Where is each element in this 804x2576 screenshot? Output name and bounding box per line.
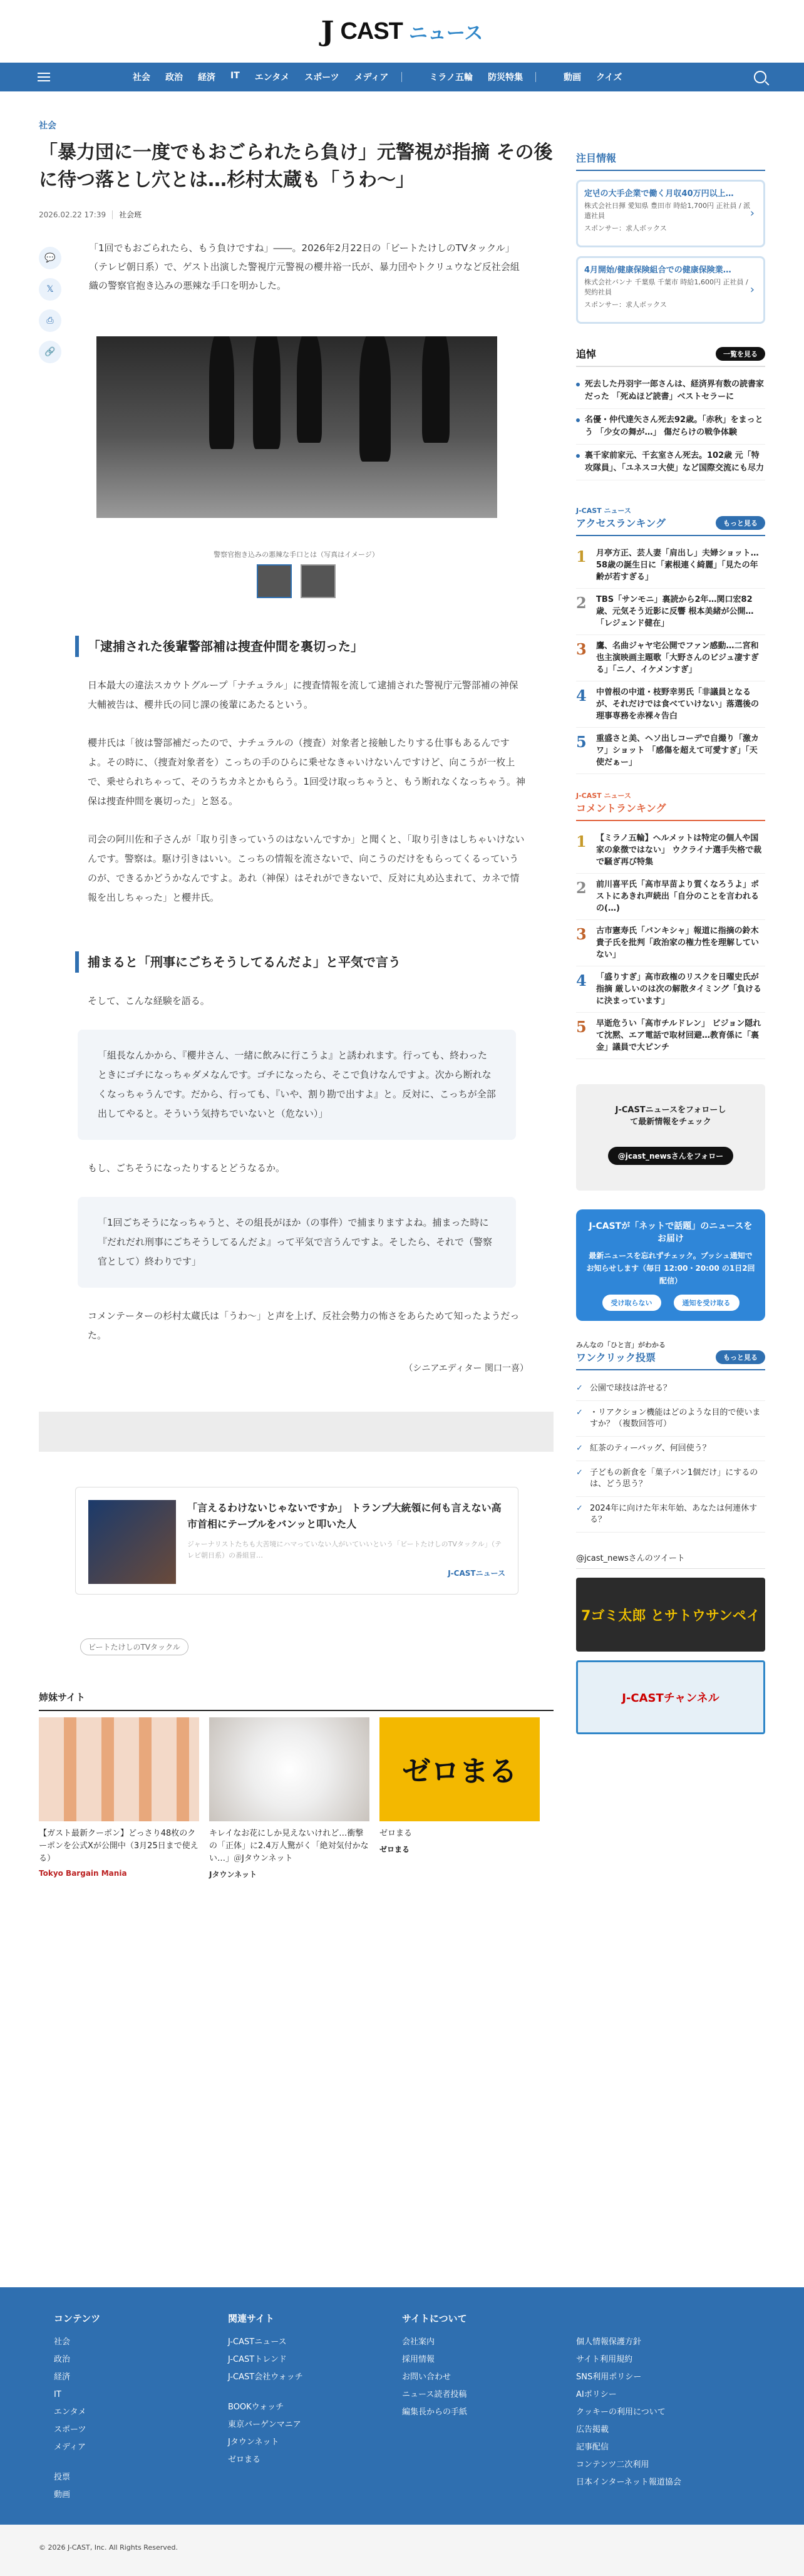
- article-category[interactable]: 社会: [39, 121, 56, 131]
- footer-link[interactable]: スポーツ: [54, 2425, 86, 2434]
- follow-button[interactable]: @jcast_newsさんをフォロー: [608, 1147, 734, 1165]
- paragraph: 日本最大の違法スカウトグループ「ナチュラル」に捜査情報を流して逮捕された警視庁元警部補の神保大輔被告は、櫻井氏の同じ課の後輩にあたるという。: [88, 680, 518, 710]
- youtube-banner[interactable]: J-CASTチャンネル: [576, 1660, 765, 1734]
- comment-ranking-label: コメントランキング: [576, 802, 666, 814]
- push-notify-card: [576, 1209, 765, 1321]
- quote-block: 「1回ごちそうになっちゃうと、その組長がほか（の事件）で捕まりますよね。捕まった時に『だれだれ刑事にごちそうしてるんだよ』って平気で言うんですよ。そしたら、それで（警察官として）終わりです」: [78, 1197, 516, 1288]
- vote-more-button[interactable]: もっと見る: [716, 1350, 765, 1364]
- job-ad-detail: 株式会社バンナ 千葉県 千葉市 時給1,600円 正社員 / 契約社員: [584, 278, 748, 296]
- rank-text: 重盛さと美、ヘソ出しコーデで自撮り「激カワ」ショット 「感傷を超えて可愛すぎ」「天使だぁー」: [596, 734, 760, 767]
- access-ranking-heading: [576, 515, 765, 536]
- footer-link[interactable]: J-CAST会社ウォッチ: [228, 2372, 303, 2382]
- sister-card[interactable]: [209, 1717, 369, 1880]
- footer-link[interactable]: 東京バーゲンマニア: [228, 2420, 301, 2429]
- footer-link[interactable]: 動画: [54, 2490, 71, 2500]
- photo-thumb[interactable]: [301, 564, 336, 598]
- article-date: 2026.02.22 17:39: [39, 210, 106, 219]
- footer-link[interactable]: SNS利用ポリシー: [576, 2372, 642, 2382]
- sister-text: ゼロまる: [379, 1829, 413, 1838]
- nav-item[interactable]: 防災特集: [488, 73, 523, 83]
- footer-link[interactable]: 会社案内: [402, 2337, 435, 2347]
- memorial-more-button[interactable]: 一覧を見る: [716, 347, 765, 361]
- rank-text: 「盛りすぎ」高市政権のリスクを日曜史氏が指摘 厳しいのは次の解散タイミング「負けるに決まっています」: [596, 973, 762, 1006]
- site-logo[interactable]: [321, 16, 483, 48]
- photo-thumb[interactable]: [257, 564, 292, 598]
- comment-brand: J-CAST ニュース: [576, 792, 631, 800]
- rank-row[interactable]: 5 早逝危うい「高市チルドレン」 ビジョン隠れて沈黙、エア電話で取材回避…教育係に「裏金」議員で大ピンチ: [576, 1013, 765, 1059]
- footer-link[interactable]: 個人情報保護方針: [576, 2337, 642, 2347]
- footer-link[interactable]: 記事配信: [576, 2443, 609, 2452]
- comment-ranking-heading: [576, 800, 765, 821]
- footer-link[interactable]: IT: [54, 2390, 61, 2399]
- print-icon[interactable]: ⎙: [39, 309, 61, 332]
- footer-link[interactable]: サイト利用規約: [576, 2355, 633, 2364]
- footer-link[interactable]: 投票: [54, 2473, 71, 2482]
- rank-text: 早逝危うい「高市チルドレン」 ビジョン隠れて沈黙、エア電話で取材回避…教育係に「裏金」議員で大ピンチ: [596, 1019, 761, 1052]
- paragraph: もし、ごちそうになったりするとどうなるか。: [88, 1162, 286, 1174]
- copyright: [0, 2525, 804, 2576]
- rank-row[interactable]: 2 TBS「サンモニ」裏読から2年…関口宏82歳、元気そう近影に反響 根本美緒が公開…「レジェンド健在」: [576, 589, 765, 635]
- footer-link[interactable]: 政治: [54, 2355, 71, 2364]
- nav-item[interactable]: エンタメ: [254, 73, 290, 83]
- vote-item[interactable]: ✓ 紅茶のティーバッグ、何回使う？: [576, 1437, 765, 1461]
- rank-row[interactable]: 5 重盛さと美、ヘソ出しコーデで自撮り「激カワ」ショット 「感傷を超えて可愛すぎ」「天使だぁー」: [576, 728, 765, 774]
- silhouette: [253, 336, 281, 449]
- silhouette: [297, 336, 322, 443]
- footer-link[interactable]: Jタウンネット: [228, 2438, 279, 2447]
- tag-chip[interactable]: ビートたけしのTVタックル: [80, 1638, 188, 1655]
- paragraph: そして、こんな経験を語る。: [88, 995, 210, 1006]
- footer-link[interactable]: 社会: [54, 2337, 71, 2347]
- rank-text: 鷹、名曲ジャヤ宅公開でファン感動…二宮和也主演映画主題歌「大野さんのビジュ凄すぎる」「ニノ、イケメンすぎ」: [596, 641, 759, 675]
- footer-link[interactable]: 採用情報: [402, 2355, 435, 2364]
- vote-heading: [576, 1350, 765, 1370]
- access-brand: J-CAST ニュース: [576, 507, 631, 515]
- sister-image: [39, 1717, 199, 1821]
- nav-item[interactable]: クイズ: [596, 73, 622, 83]
- rank-row[interactable]: 4 「盛りすぎ」高市政権のリスクを日曜史氏が指摘 厳しいのは次の解散タイミング「負けるに決まっています」: [576, 966, 765, 1013]
- related-thumbnail: [88, 1500, 176, 1584]
- job-ad-title: 4月開始/健康保険組合での健康保険業…: [584, 266, 731, 275]
- rank-row[interactable]: 4 中曽根の中道・枝野幸男氏「非議員となるが、それだけでは食べていけない」落選後の理事専務を赤裸々告白: [576, 681, 765, 728]
- footer-link[interactable]: J-CASTトレンド: [228, 2355, 287, 2364]
- footer-link[interactable]: ゼロまる: [228, 2455, 261, 2465]
- footer-link[interactable]: コンテンツ二次利用: [576, 2460, 649, 2470]
- access-ranking-label: アクセスランキング: [576, 517, 666, 529]
- vote-brand: みんなの「ひと言」がわかる: [576, 1341, 666, 1349]
- article-title: 「暴力団に一度でもおごられたら負け」元警視が指摘 その後に待つ落とし穴とは…杉村太蔵も「うわ～」: [39, 142, 553, 191]
- x-share-icon[interactable]: 𝕏: [39, 278, 61, 301]
- logo-j: J: [321, 15, 334, 48]
- access-ranking: [576, 542, 765, 774]
- section-heading: 「逮捕された後輩警部補は捜査仲間を裏切った」: [75, 636, 554, 657]
- job-ad-detail: 株式会社日揮 愛知県 豊田市 時給1,700円 正社員 / 派遣社員: [584, 202, 751, 220]
- ad-slot: [39, 1412, 554, 1452]
- memorial-label: 追悼: [576, 348, 597, 360]
- footer-col-contents: [54, 2310, 100, 2504]
- job-ad[interactable]: [576, 180, 765, 247]
- nav-items: [125, 71, 716, 83]
- chevron-right-icon: ›: [750, 207, 755, 220]
- list-item[interactable]: 死去した丹羽宇一郎さんは、経済界有数の読書家だった 「死ぬほど読書」ベストセラーに: [576, 373, 765, 409]
- sister-sites-heading: 姉妹サイト: [39, 1690, 554, 1711]
- footer-link[interactable]: エンタメ: [54, 2408, 86, 2417]
- silhouette: [422, 336, 450, 443]
- memorial-list: [576, 373, 765, 480]
- comment-icon[interactable]: 💬: [39, 247, 61, 269]
- paragraph: 櫻井氏は「彼は警部補だったので、ナチュラルの（捜査）対象者と接触したりする仕事もあるんですよ。その時に、（捜査対象者を）こっちの手のひらに乗せなきゃいけないんですけど、向こうが一枚上で、乗せられちゃって、そのうちカネとかもらう。1回受け取っちゃうと、もう断れなくなっちゃう。神保は捜査仲間を裏切った」と怒る。: [88, 737, 525, 807]
- job-ad[interactable]: [576, 256, 765, 324]
- notify-decline-button[interactable]: 受け取らない: [602, 1295, 661, 1311]
- job-ad-title: 定년の大手企業で働く月収40万円以上…: [584, 189, 734, 199]
- nav-item[interactable]: 社会: [133, 73, 150, 83]
- search-icon[interactable]: [754, 71, 766, 83]
- footer-col-policy: [576, 2334, 681, 2491]
- footer-link[interactable]: BOOKウォッチ: [228, 2403, 284, 2412]
- footer-link[interactable]: AIポリシー: [576, 2390, 617, 2399]
- footer-link[interactable]: クッキーの利用について: [576, 2408, 666, 2417]
- main-nav: [0, 63, 804, 91]
- access-more-button[interactable]: もっと見る: [716, 516, 765, 530]
- rank-row[interactable]: 1 【ミラノ五輪】ヘルメットは特定の個人や国家の象徴ではない」 ウクライナ選手失格で裁で騒ぎ再び特集: [576, 827, 765, 874]
- footer-heading: 関連サイト: [228, 2313, 274, 2324]
- sister-text: キレイなお花にしか見えないけれど…衝撃の「正体」に2.4万人驚がく「絶対気付かない…」＠Jタウンネット: [209, 1829, 369, 1863]
- byline: （シニアエディター 関口一喜）: [404, 1363, 528, 1373]
- share-bar: [39, 247, 64, 372]
- vote-item[interactable]: ✓ 子どもの新食を「菓子パン1個だけ」にするのは、どう思う？: [576, 1461, 765, 1497]
- memorial-heading: [576, 346, 765, 367]
- section-heading: 捕まると「刑事にごちそうしてるんだよ」と平気で言う: [75, 951, 554, 973]
- sister-sites: [39, 1717, 554, 1880]
- article-photo[interactable]: [96, 336, 497, 518]
- footer-link[interactable]: 編集長からの手紙: [402, 2408, 468, 2417]
- sidebar: [576, 91, 765, 1734]
- rank-text: 中曽根の中道・枝野幸男氏「非議員となるが、それだけでは食べていけない」落選後の理事専務を赤裸々告白: [596, 688, 760, 721]
- sister-card[interactable]: [39, 1717, 199, 1880]
- rank-row[interactable]: 2 前川喜平氏「高市早苗より質くなろうよ」ポストにあきれ声続出「自分のことを言われるの(…): [576, 874, 765, 920]
- sister-card[interactable]: [379, 1717, 540, 1880]
- paragraph: 司会の阿川佐和子さんが「取り引きっていうのはないんですか」と聞くと、「取り引きはしちゃいけないんです。警察は。駆け引きはいい。こっちの情報を流さないで、向こうのだけをもらってくるっていうのが、できるかどうかなんですよ。あれ（神保）はそれができないで、反対に丸め込まれて、カネで情報を出しちゃった」と櫻井氏。: [88, 834, 525, 903]
- notify-title: J-CASTが「ネットで話題」のニュースをお届け: [589, 1221, 753, 1244]
- nav-divider: [401, 72, 417, 82]
- paragraph: コメンテーターの杉村太蔵氏は「うわ～」と声を上げ、反社会勢力の怖さをあらためて知ったようだった。: [88, 1310, 520, 1341]
- sister-text: 【ガスト最新クーポン】どっさり48枚のクーポンを公式Xが公開中（3月25日まで使える）: [39, 1829, 198, 1863]
- rank-text: 前川喜平氏「高市早苗より質くなろうよ」ポストにあきれ声続出「自分のことを言われるの(…): [596, 880, 760, 913]
- chevron-right-icon: ›: [750, 283, 755, 296]
- notify-subtitle: 最新ニュースを忘れずチェック。プッシュ通知でお知らせします（毎日 12:00・20:00 の1日2回配信）: [586, 1251, 755, 1285]
- footer-link[interactable]: お問い合わせ: [402, 2372, 451, 2382]
- vote-list: [576, 1377, 765, 1533]
- nav-item[interactable]: IT: [230, 71, 240, 81]
- follow-text: J-CASTニュースをフォローして最新情報をチェック: [615, 1105, 726, 1127]
- logo-news: ニュース: [408, 23, 483, 44]
- vote-item[interactable]: ✓ ・リアクション機能はどのような目的で使いますか？（複数回答可）: [576, 1401, 765, 1437]
- list-item[interactable]: 裏千家前家元、千玄室さん死去。102歳 元「特攻隊員」、「ユネスコ大使」など国際交流にも尽力: [576, 445, 765, 480]
- vote-label: ワンクリック投票: [576, 1352, 656, 1363]
- sister-logo: Tokyo Bargain Mania: [39, 1869, 127, 1878]
- rank-row[interactable]: 3 鷹、名曲ジャヤ宅公開でファン感動…二宮和也主演映画主題歌「大野さんのビジュ凄すぎる」「ニノ、イケメンすぎ」: [576, 635, 765, 681]
- list-item[interactable]: 名優・仲代達矢さん死去92歳。「赤秋」をまっとう 「少女の舞が…」 傷だらけの戦争体験: [576, 409, 765, 445]
- comment-ranking: [576, 827, 765, 1059]
- nav-item[interactable]: 政治: [165, 73, 183, 83]
- rank-text: TBS「サンモニ」裏読から2年…関口宏82歳、元気そう近影に反響 根本美緒が公開…「レジェンド健在」: [596, 595, 754, 628]
- logo-cast: CAST: [340, 18, 403, 44]
- footer-heading: サイトについて: [402, 2313, 467, 2324]
- article-section[interactable]: 社会班: [112, 210, 142, 219]
- job-ad-sponsor: スポンサー：求人ボックス: [584, 301, 667, 309]
- related-article-card[interactable]: [75, 1487, 518, 1595]
- footer-link[interactable]: J-CASTニュース: [228, 2337, 287, 2347]
- related-snippet: ジャーナリストたちも大苦境にハマっていない人がいていいという「ビートたけしのTVタックル」（テレビ朝日系）の番組冒…: [187, 1540, 502, 1560]
- footer-link[interactable]: 経済: [54, 2372, 71, 2382]
- nav-item[interactable]: 経済: [198, 73, 215, 83]
- article-lead: 「1回でもおごられたら、もう負けですね」――。2026年2月22日の「ビートたけしのTVタックル」（テレビ朝日系）で、ゲスト出演した警視庁元警視の櫻井裕一氏が、暴力団やトクリュウなど反社会組織の警察官抱き込みの悪辣な手口を明かした。: [89, 242, 520, 291]
- site-footer: [0, 2287, 804, 2576]
- sister-logo: ゼロまる: [379, 1845, 410, 1854]
- notify-accept-button[interactable]: 通知を受け取る: [674, 1295, 740, 1311]
- quote-block: 「組長なんかから、『櫻井さん、一緒に飲みに行こうよ』と誘われます。行っても、終わったときにゴチになっちゃダメなんです。ゴチになったら、そこで負けなんですよ。次から断れなくなっちゃうんです。だから、行っても、『いや、割り勘で出すよ』と。反対に、こっちが全部出してやると。そういう気持ちでいないと（危ない）」: [78, 1030, 516, 1140]
- rank-text: 古市憲寿氏「バンキシャ」報道に指摘の鈴木貴子氏を批判「政治家の権力性を理解していない」: [596, 926, 760, 960]
- nav-item[interactable]: メディア: [354, 73, 389, 83]
- footer-link[interactable]: メディア: [54, 2443, 86, 2452]
- sister-logo: Jタウンネット: [209, 1870, 257, 1879]
- follow-card: [576, 1084, 765, 1191]
- footer-link[interactable]: 広告掲載: [576, 2425, 609, 2434]
- nav-item[interactable]: 動画: [564, 73, 582, 83]
- article-main: [39, 91, 554, 1880]
- nav-divider: [535, 72, 551, 82]
- silhouette: [359, 336, 391, 462]
- silhouette: [209, 336, 234, 449]
- footer-col-related: [228, 2310, 303, 2469]
- nav-item[interactable]: ミラノ五輪: [429, 73, 473, 83]
- sister-image: ゼロまる: [379, 1717, 540, 1821]
- link-icon[interactable]: 🔗: [39, 341, 61, 363]
- tweet-heading: @jcast_newsさんのツイート: [576, 1551, 765, 1569]
- site-header: [0, 0, 804, 63]
- article-meta: [39, 209, 554, 220]
- rank-row[interactable]: 1 月亭方正、芸人妻「肩出し」夫婦ショット…58歳の誕生日に「素根連く綺麗」「見たの年齢が若すぎる」: [576, 542, 765, 589]
- copyright-text: © 2026 J-CAST, Inc. All Rights Reserved.: [39, 2543, 178, 2552]
- menu-icon[interactable]: [38, 73, 50, 81]
- photo-caption: 警察官抱き込みの悪辣な手口とは（写真はイメージ）: [214, 551, 379, 559]
- footer-col-about: [402, 2310, 467, 2421]
- job-ad-sponsor: スポンサー：求人ボックス: [584, 224, 667, 232]
- footer-link[interactable]: 日本インターネット報道協会: [576, 2478, 681, 2487]
- rank-text: 【ミラノ五輪】ヘルメットは特定の個人や国家の象徴ではない」 ウクライナ選手失格で裁で騒ぎ再び特集: [596, 834, 762, 867]
- photo-thumbs: [39, 564, 554, 598]
- related-title: 「言えるわけないじゃないですか」 トランプ大統領に何も言えない高市首相にテーブルをバンッと叩いた人: [187, 1502, 502, 1530]
- rank-row[interactable]: 3 古市憲寿氏「バンキシャ」報道に指摘の鈴木貴子氏を批判「政治家の権力性を理解していない」: [576, 920, 765, 966]
- ad-heading-label: 注目情報: [576, 152, 617, 164]
- footer-heading: コンテンツ: [54, 2313, 101, 2324]
- footer-link[interactable]: ニュース読者投稿: [402, 2390, 467, 2399]
- vote-item[interactable]: ✓ 公園で球技は許せる？: [576, 1377, 765, 1401]
- related-source: J-CASTニュース: [448, 1569, 505, 1578]
- sister-image: [209, 1717, 369, 1821]
- rank-text: 月亭方正、芸人妻「肩出し」夫婦ショット…58歳の誕生日に「素根連く綺麗」「見たの年齢が若すぎる」: [596, 549, 759, 582]
- ad-heading: [576, 150, 765, 171]
- nav-item[interactable]: スポーツ: [304, 73, 339, 83]
- promo-banner[interactable]: 7ゴミ太郎 とサトウサンペイ: [576, 1578, 765, 1652]
- vote-item[interactable]: ✓ 2024年に向けた年末年始、あなたは何連休する？: [576, 1497, 765, 1533]
